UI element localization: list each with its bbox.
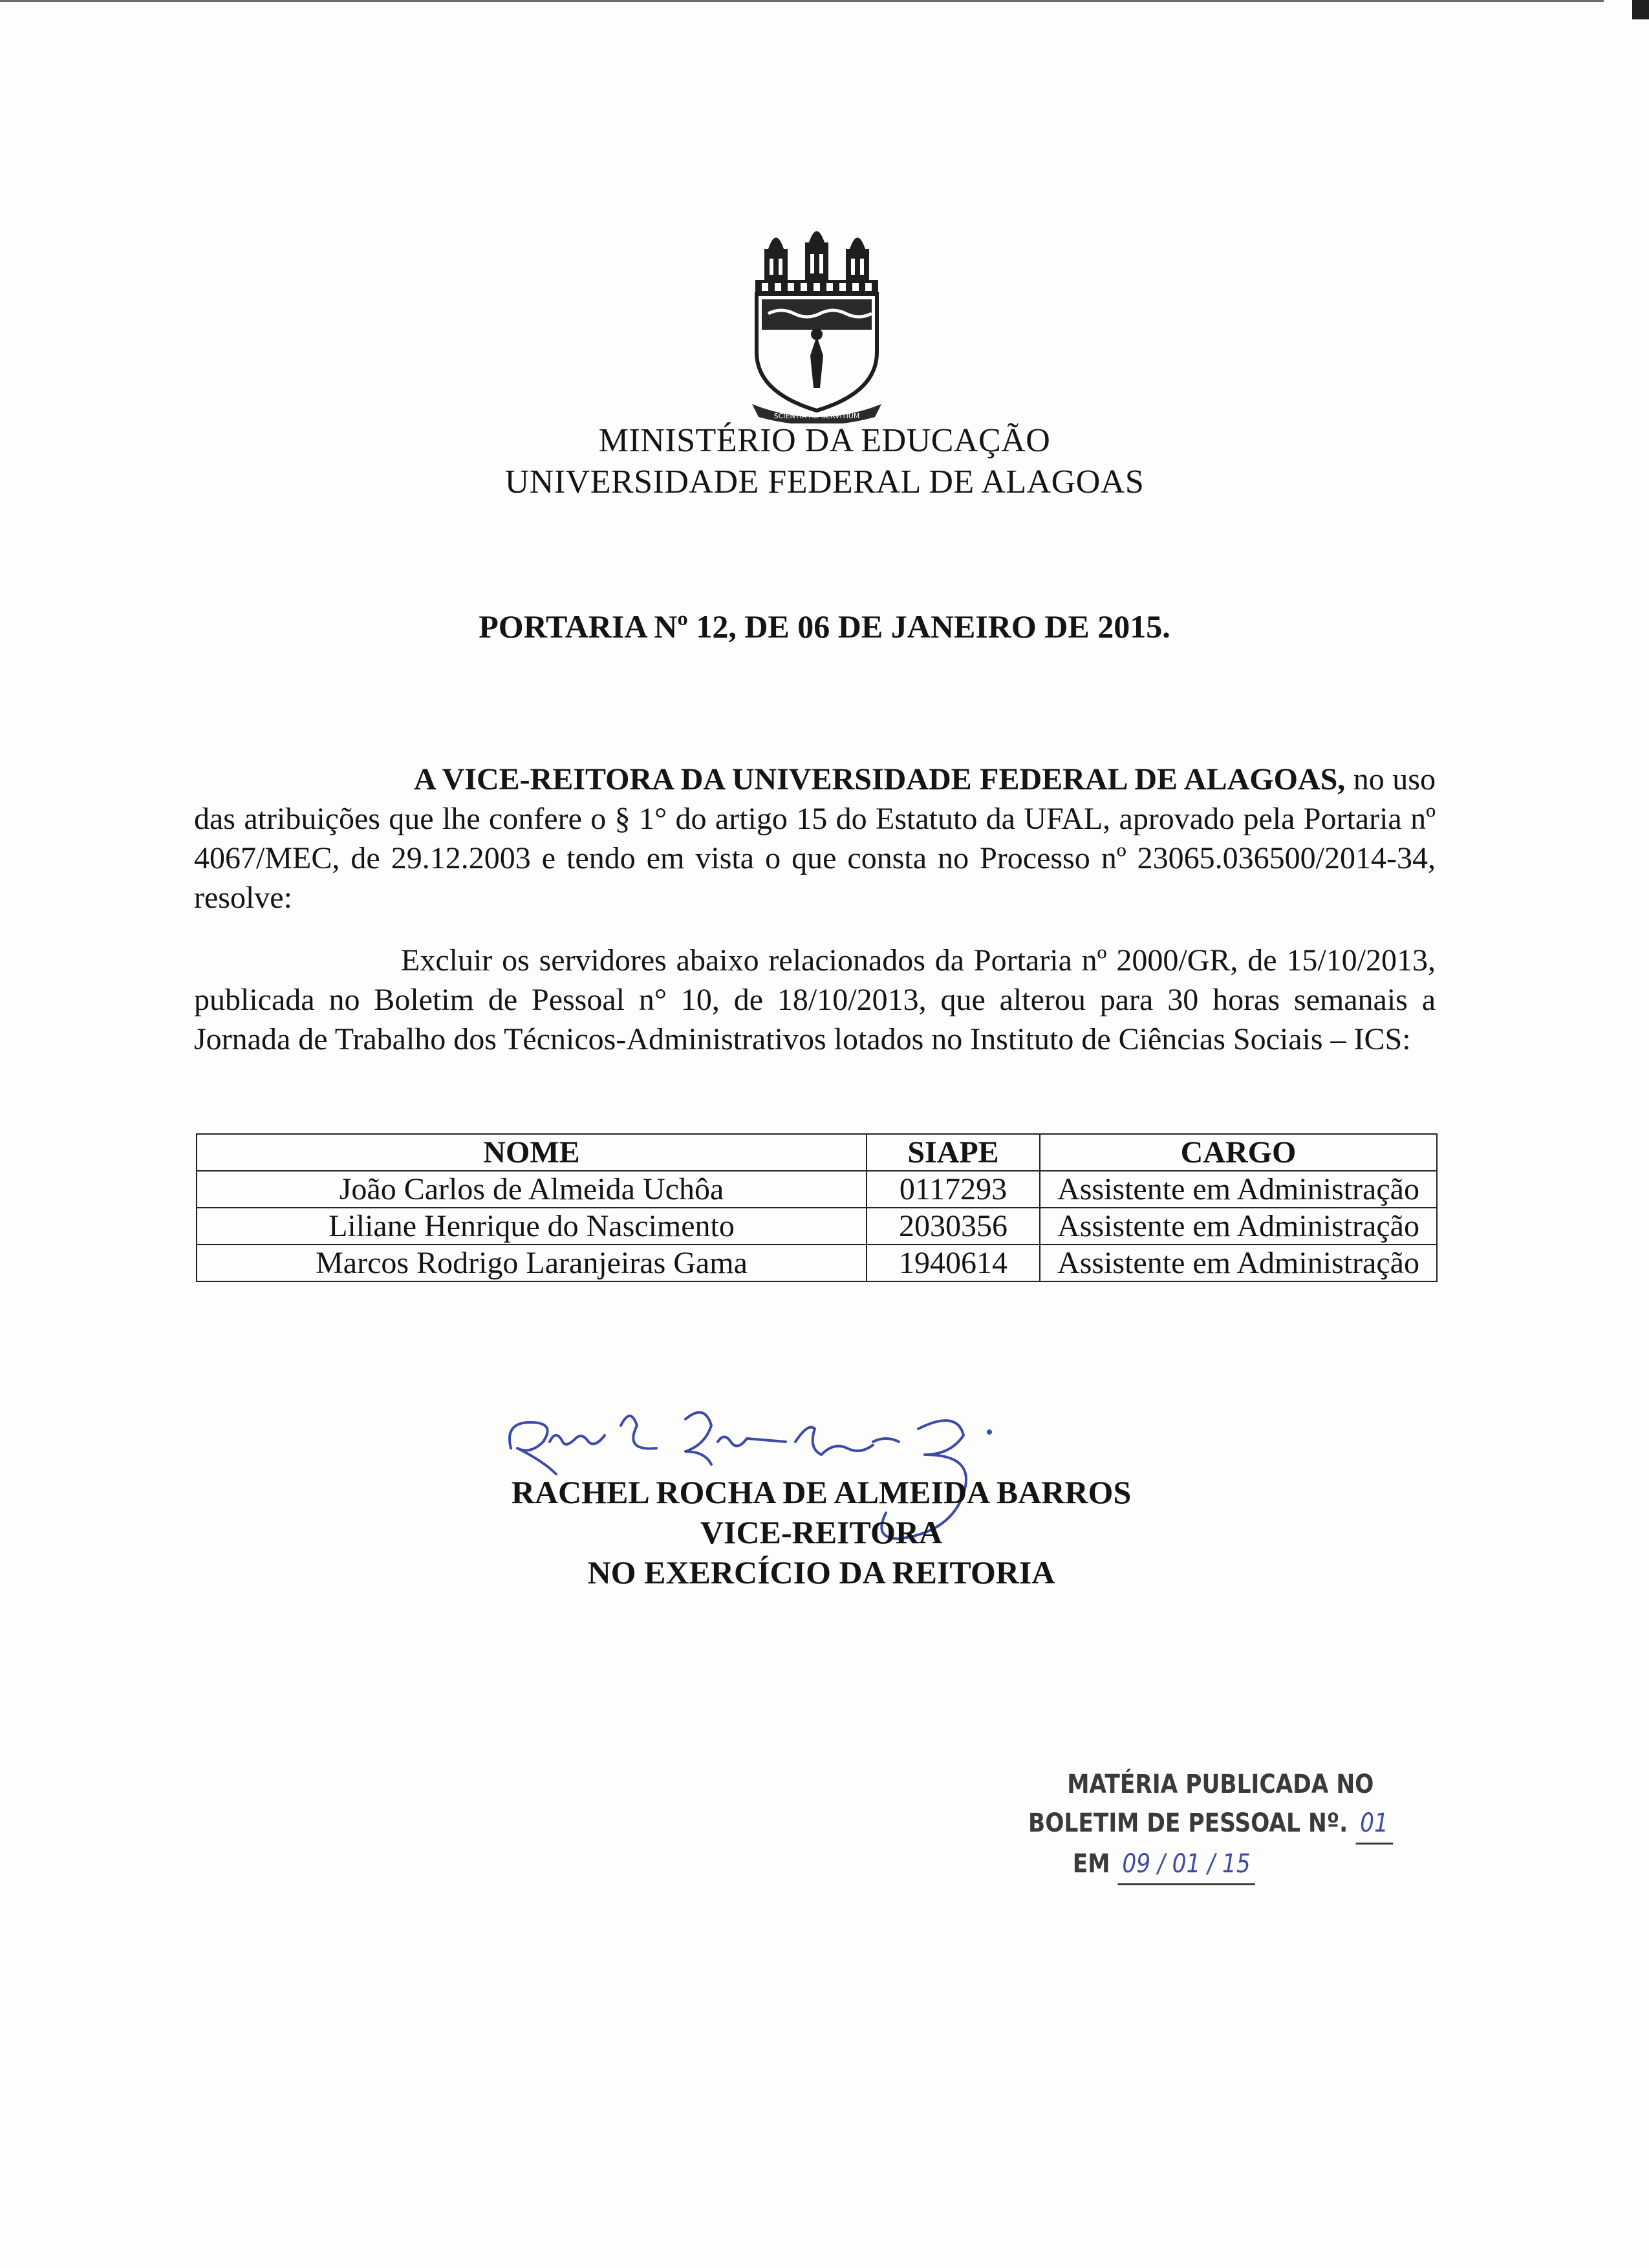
institution-header: [0, 420, 1649, 503]
scan-artifact-corner: [1632, 0, 1649, 19]
cell-siape: 1940614: [867, 1245, 1040, 1281]
column-header-siape: SIAPE: [867, 1134, 1040, 1171]
resolution-text: Excluir os servidores abaixo relacionados da Portaria nº 2000/GR, de 15/10/2013, publicada no Boletim de Pessoal n° 10, de 18/10/2013, que alterou para 30 horas semanais a Jornada de Trabalho dos Técnicos-Administrativos lotados no Instituto de Ciências Sociais – ICS:: [194, 943, 1436, 1056]
column-header-cargo: CARGO: [1040, 1134, 1437, 1171]
stamp-date-label: EM: [1072, 1849, 1110, 1879]
preamble-text: no uso das atribuições que lhe confere o § 1° do artigo 15 do Estatuto da UFAL, aprovado pela Portaria nº 4067/MEC, de 29.12.2003 e tendo em vista o que consta no Processo nº 23065.036500/2014-34, resolve:: [194, 762, 1436, 915]
cell-cargo: Assistente em Administração: [1040, 1245, 1437, 1281]
cell-nome: Marcos Rodrigo Laranjeiras Gama: [197, 1245, 867, 1281]
cell-cargo: Assistente em Administração: [1040, 1171, 1437, 1208]
stamp-boletim-label: BOLETIM DE PESSOAL Nº.: [1028, 1808, 1348, 1838]
stamp-line-2: [1028, 1804, 1388, 1845]
stamp-date: 09 / 01 / 15: [1118, 1845, 1255, 1885]
crest-motto: SCIENTIA AD SERVITIUM: [773, 412, 860, 420]
staff-table: [196, 1133, 1438, 1282]
signatory-title: VICE-REITORA: [700, 1514, 943, 1550]
stamp-boletim-number: 01: [1355, 1804, 1393, 1845]
resolution-paragraph: [194, 941, 1436, 1059]
signatory-exercise: NO EXERCÍCIO DA REITORIA: [587, 1554, 1055, 1590]
ufal-crest-logo: [742, 223, 891, 423]
stamp-line-3: [1073, 1845, 1340, 1885]
cell-siape: 2030356: [867, 1208, 1040, 1245]
ministry-name: MINISTÉRIO DA EDUCAÇÃO: [598, 422, 1051, 459]
cell-siape: 0117293: [867, 1171, 1040, 1208]
column-header-nome: NOME: [197, 1134, 867, 1171]
publication-stamp: [1028, 1765, 1388, 1885]
cell-nome: João Carlos de Almeida Uchôa: [197, 1171, 867, 1208]
scan-artifact-top: [0, 0, 1604, 2]
table-row: [197, 1208, 1437, 1245]
preamble-lead: A VICE-REITORA DA UNIVERSIDADE FEDERAL DE ALAGOAS,: [414, 762, 1346, 797]
table-row: [197, 1171, 1437, 1208]
signatory-name: RACHEL ROCHA DE ALMEIDA BARROS: [511, 1474, 1132, 1510]
cell-nome: Liliane Henrique do Nascimento: [197, 1208, 867, 1245]
portaria-title: PORTARIA Nº 12, DE 06 DE JANEIRO DE 2015.: [479, 608, 1170, 645]
preamble-paragraph: [194, 760, 1436, 917]
table-header-row: [197, 1134, 1437, 1171]
table-row: [197, 1245, 1437, 1281]
stamp-line-1: MATÉRIA PUBLICADA NO: [1067, 1770, 1374, 1799]
university-name: UNIVERSIDADE FEDERAL DE ALAGOAS: [504, 464, 1145, 500]
cell-cargo: Assistente em Administração: [1040, 1208, 1437, 1245]
